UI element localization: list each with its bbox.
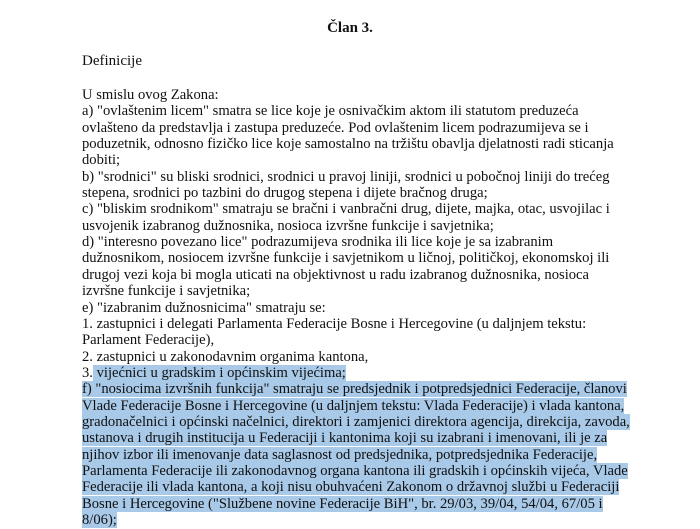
text-line-selected[interactable]	[82, 511, 117, 529]
text-line[interactable]: izvršne funkcije i savjetnika;	[82, 283, 251, 299]
text-line[interactable]: poduzetnik, odnosno fizičko lice koje samostalno na tržištu obavlja djelatnosti radi sticanja	[82, 136, 614, 152]
text-line[interactable]: a) "ovlaštenim licem" smatra se lice koje je osnivačkim aktom ili statutom preduzeća	[82, 103, 579, 119]
line-prefix: 3.	[82, 365, 93, 381]
selected-text[interactable]: ustanova i drugih institucija u Federaciji i kantonima koji su izabrani i imenovani, ili je za	[82, 430, 608, 446]
text-line-selected[interactable]	[82, 478, 619, 496]
text-line[interactable]: 1. zastupnici i delegati Parlamenta Federacije Bosne i Hercegovine (u daljnjem tekstu:	[82, 316, 587, 332]
selected-text[interactable]: f) "nosiocima izvršnih funkcija" smatraju se predsjednik i potpredsjednici Federacije, članovi	[82, 381, 627, 397]
text-line[interactable]: U smislu ovog Zakona:	[82, 87, 219, 103]
text-line-selected[interactable]	[82, 429, 607, 447]
selected-text[interactable]: Parlamenta Federacije ili zakonodavnog organa kantona ili gradskih i općinskih vijeća, Vlade	[82, 463, 628, 479]
selected-text[interactable]: njihov izbor ili imenovanje data saglasnost od predsjednika, potpredsjednika Federacije,	[82, 447, 598, 463]
text-line[interactable]: b) "srodnici" su bliski srodnici, srodnici u pravoj liniji, srodnici u pobočnoj liniji do trećeg	[82, 169, 610, 185]
text-line[interactable]: stepena, srodnici po tazbini do drugog stepena i dijete bračnog druga;	[82, 185, 488, 201]
text-line[interactable]: drugoj vezi koja bi mogla uticati na objektivnost u radu izabranog dužnosnika, nosioca	[82, 267, 590, 283]
text-line[interactable]: dobiti;	[82, 152, 121, 168]
text-line-selected[interactable]	[82, 380, 627, 398]
selected-text[interactable]: vijećnici u gradskim i općinskim vijećima;	[92, 365, 346, 381]
text-line-selected[interactable]	[82, 495, 603, 513]
selected-text[interactable]: Federacije ili vlada kantona, a koji nisu obuhvaćeni Zakonom o državnoj službi u Federaciji	[82, 479, 620, 495]
selected-text[interactable]: Bosne i Hercegovine ("Službene novine Federacije BiH", br. 29/03, 39/04, 54/04, 67/05 i	[82, 496, 603, 512]
text-line[interactable]: usvojenik izabranog dužnosnika, nosioca izvršne funkcije i savjetnika;	[82, 218, 494, 234]
text-line[interactable]: d) "interesno povezano lice" podrazumijeva srodnika ili lice koje je sa izabranim	[82, 234, 554, 250]
selected-text[interactable]: gradonačelnici i općinski načelnici, direktori i zamjenici direktora agencija, direkcija, zavoda,	[82, 414, 630, 430]
text-line[interactable]: ovlašteno da predstavlja i zastupa preduzeće. Pod ovlaštenim licem podrazumijeva se i	[82, 120, 589, 136]
text-line[interactable]: 2. zastupnici u zakonodavnim organima kantona,	[82, 349, 369, 365]
text-line[interactable]: c) "bliskim srodnikom" smatraju se bračni i vanbračni drug, dijete, majka, otac, usvojilac i	[82, 201, 610, 217]
article-title: Član 3.	[327, 20, 373, 36]
text-line[interactable]: dužnosnikom, nosiocem izvršne funkcije i savjetnikom u ličnoj, političkoj, ekonomskoj ili	[82, 250, 610, 266]
text-line[interactable]: e) "izabranim dužnosnicima" smatraju se:	[82, 300, 326, 316]
selected-text[interactable]: Vlade Federacije Bosne i Hercegovine (u daljnjem tekstu: Vlada Federacije) i vlada kantona,	[82, 398, 625, 414]
text-line[interactable]: Parlament Federacije),	[82, 332, 215, 348]
selected-text[interactable]: 8/06);	[82, 512, 117, 528]
section-heading: Definicije	[82, 53, 142, 69]
